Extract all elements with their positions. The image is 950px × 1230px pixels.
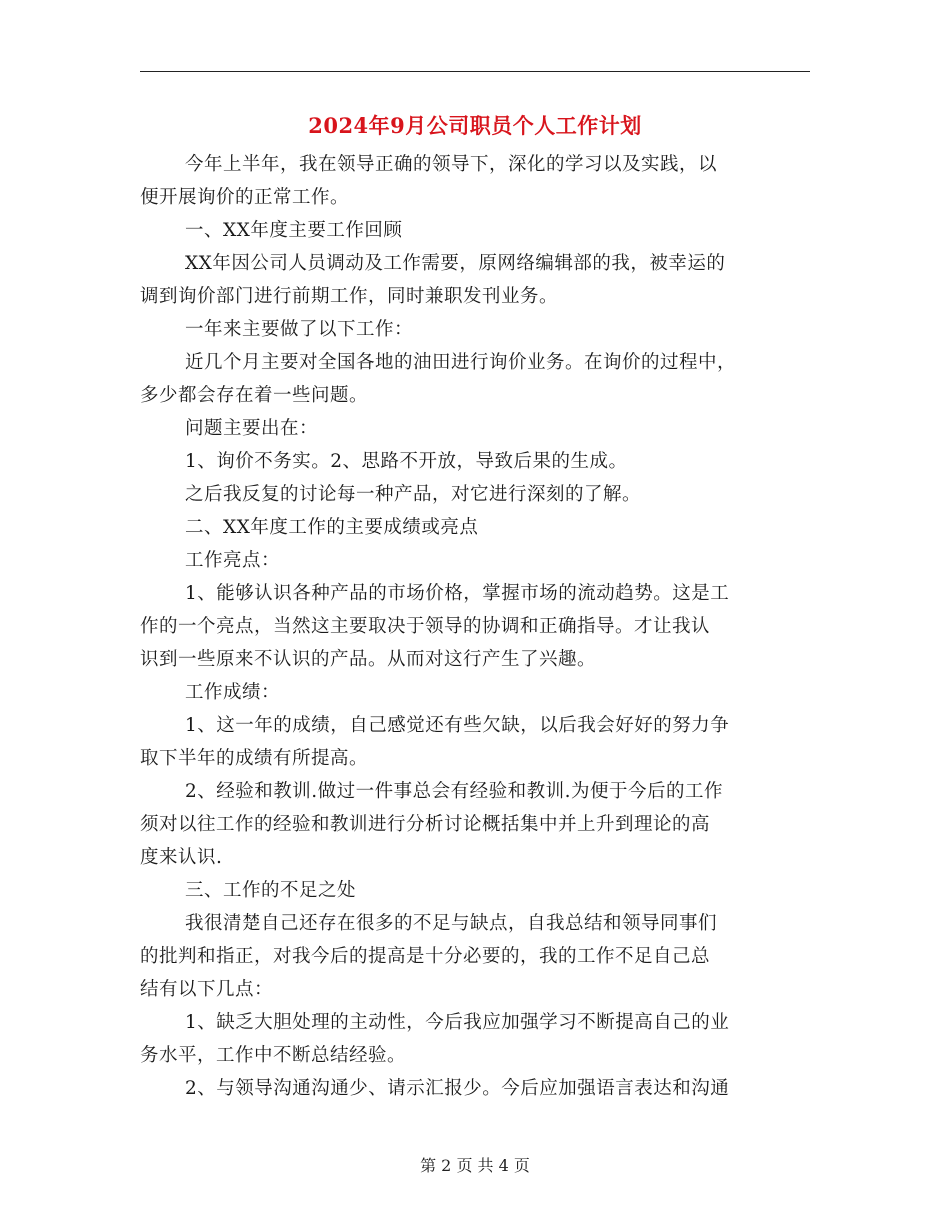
text-line: 务水平，工作中不断总结经验。 (140, 1045, 407, 1066)
text-line: 多少都会存在着一些问题。 (140, 385, 369, 406)
document-title: 2024年9月公司职员个人工作计划 (308, 113, 642, 138)
text-line: 问题主要出在： (185, 418, 319, 439)
text-line: 识到一些原来不认识的产品。从而对这行产生了兴趣。 (140, 649, 597, 670)
text-line: 便开展询价的正常工作。 (140, 187, 350, 208)
text-line: 我很清楚自己还存在很多的不足与缺点，自我总结和领导同事们 (185, 913, 718, 934)
document-body (140, 148, 810, 1105)
page-footer (0, 1153, 950, 1176)
text-line: 1、询价不务实。2、思路不开放，导致后果的生成。 (185, 451, 628, 472)
text-line: 度来认识. (140, 847, 223, 868)
text-line: 一、XX年度主要工作回顾 (185, 220, 403, 241)
text-line: 工作亮点： (185, 550, 281, 571)
text-line: 三、工作的不足之处 (185, 880, 357, 901)
text-line: 二、XX年度工作的主要成绩或亮点 (185, 517, 479, 538)
text-line: 作的一个亮点，当然这主要取决于领导的协调和正确指导。才让我认 (140, 616, 711, 637)
text-line: 1、能够认识各种产品的市场价格，掌握市场的流动趋势。这是工 (185, 583, 730, 604)
page-number: 第 2 页 共 4 页 (420, 1156, 530, 1175)
text-line: 须对以往工作的经验和教训进行分析讨论概括集中并上升到理论的高 (140, 814, 711, 835)
text-line: 2、与领导沟通沟通少、请示汇报少。今后应加强语言表达和沟通 (185, 1078, 730, 1099)
text-line: XX年因公司人员调动及工作需要，原网络编辑部的我，被幸运的 (185, 253, 726, 274)
text-line: 取下半年的成绩有所提高。 (140, 748, 369, 769)
text-line: 今年上半年，我在领导正确的领导下，深化的学习以及实践，以 (185, 154, 718, 175)
text-line: 调到询价部门进行前期工作，同时兼职发刊业务。 (140, 286, 559, 307)
text-line: 之后我反复的讨论每一种产品，对它进行深刻的了解。 (185, 484, 642, 505)
text-line: 近几个月主要对全国各地的油田进行询价业务。在询价的过程中， (185, 352, 737, 373)
text-line: 的批判和指正，对我今后的提高是十分必要的，我的工作不足自己总 (140, 946, 711, 967)
text-line: 1、缺乏大胆处理的主动性，今后我应加强学习不断提高自己的业 (185, 1012, 730, 1033)
text-line: 工作成绩： (185, 682, 281, 703)
text-line: 一年来主要做了以下工作： (185, 319, 414, 340)
text-line: 1、这一年的成绩，自己感觉还有些欠缺，以后我会好好的努力争 (185, 715, 730, 736)
text-line: 结有以下几点： (140, 979, 274, 1000)
text-line: 2、经验和教训.做过一件事总会有经验和教训.为便于今后的工作 (185, 781, 724, 802)
header-rule (140, 71, 810, 72)
